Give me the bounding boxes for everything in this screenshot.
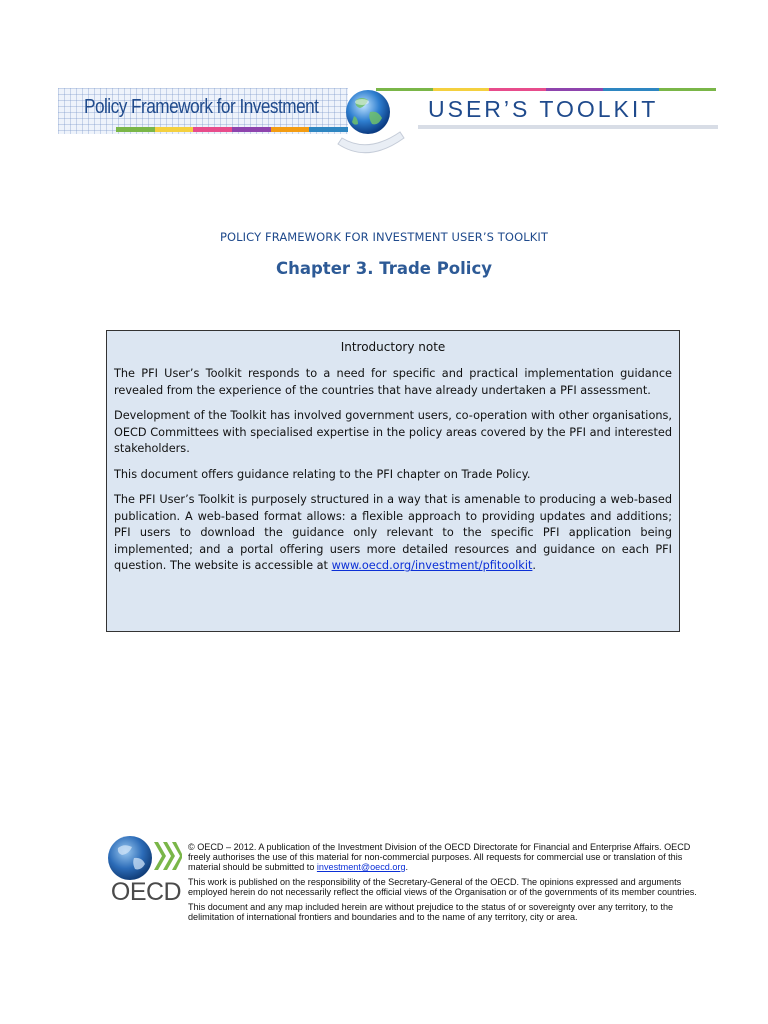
banner-left-title: Policy Framework for Investment — [84, 96, 319, 118]
globe-icon — [328, 82, 408, 162]
footer-paragraph — [188, 842, 704, 872]
intro-paragraph: The PFI User’s Toolkit responds to a need for specific and practical implementation guidance revealed from the experience of the countries that have already undertaken a PFI assessment. — [114, 367, 672, 397]
banner-top-color-line — [376, 88, 716, 91]
footer-paragraph: This document and any map included herein are without prejudice to the status of or sovereignty over any territory, to the delimitation of international frontiers and boundaries and to the name of any territory, city or area. — [188, 902, 674, 922]
banner-color-stripes — [116, 127, 348, 132]
intro-paragraph-end: . — [532, 559, 536, 572]
stripe — [271, 127, 310, 132]
intro-paragraph: This document offers guidance relating to the PFI chapter on Trade Policy. — [114, 467, 531, 481]
stripe — [193, 127, 232, 132]
intro-paragraph: Development of the Toolkit has involved government users, co-operation with other organisations, OECD Committees with specialised expertise in the policy areas covered by the PFI and interested stakeholders. — [114, 409, 672, 455]
banner-right-underline — [418, 125, 718, 129]
intro-paragraph — [114, 492, 672, 575]
investment-email-link[interactable]: investment@oecd.org — [316, 862, 406, 872]
document-kicker: POLICY FRAMEWORK FOR INVESTMENT USER’S TOOLKIT — [219, 230, 548, 244]
banner-right-title: USER’S TOOLKIT — [428, 96, 659, 122]
footer-paragraph-text: © OECD – 2012. A publication of the Investment Division of the OECD Directorate for Financial and Enterprise Affairs. OECD freely authorises the use of this material for non-commercial purposes. All requests for commercial use or translation of this material should be submitted to — [188, 842, 691, 872]
intro-heading: Introductory note — [340, 340, 446, 354]
stripe — [116, 127, 155, 132]
introductory-note-box — [106, 330, 680, 632]
intro-paragraph-text: The PFI User’s Toolkit is purposely structured in a way that is amenable to producing a web-based publication. A web-based format allows: a flexible approach to providing updates and additions; PFI users to download the guidance only relevant to the specific PFI application being implemented; and a portal offering users more detailed resources and guidance on each PFI question. The website is accessible at — [114, 493, 672, 572]
stripe — [155, 127, 194, 132]
footer-paragraph: This work is published on the responsibility of the Secretary-General of the OECD. The opinions expressed and arguments employed herein do not necessarily reflect the official views of the Organisation or of the governments of its member countries. — [188, 877, 697, 897]
pfi-toolkit-link[interactable]: www.oecd.org/investment/pfitoolkit — [331, 559, 533, 572]
chapter-title: Chapter 3. Trade Policy — [276, 259, 492, 278]
footer-paragraph-end: . — [405, 862, 409, 872]
stripe — [232, 127, 271, 132]
oecd-wordmark: OECD — [110, 878, 182, 906]
pfi-toolkit-banner — [58, 82, 718, 162]
footer-legal-text — [188, 842, 704, 927]
